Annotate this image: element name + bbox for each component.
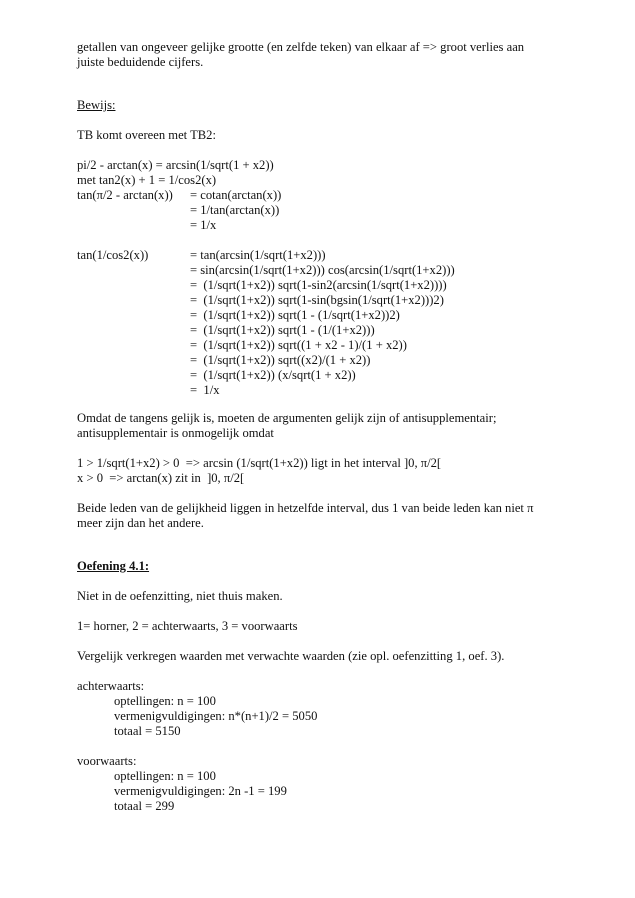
block2-rhs-line: = (1/sqrt(1+x2)) (x/sqrt(1 + x2)) [190, 368, 356, 382]
achterwaarts-item: optellingen: n = 100 [114, 694, 216, 708]
intro-line-1: getallen van ongeveer gelijke grootte (en zelfde teken) van elkaar af => groot verlies aan [77, 40, 525, 54]
omdat-line-1: Omdat de tangens gelijk is, moeten de argumenten gelijk zijn of antisupplementair; [77, 411, 497, 425]
block1-rhs-line: = 1/tan(arctan(x)) [190, 203, 280, 217]
beide-line-1: Beide leden van de gelijkheid liggen in hetzelfde interval, dus 1 van beide leden kan niet π [77, 501, 534, 515]
block1-lhs: tan(π/2 - arctan(x)) [77, 188, 173, 202]
block2-rhs-line: = (1/sqrt(1+x2)) sqrt((1 + x2 - 1)/(1 + x2)) [190, 338, 407, 352]
interval-line-2: x > 0 => arctan(x) zit in ]0, π/2[ [77, 471, 245, 485]
interval-line-1: 1 > 1/sqrt(1+x2) > 0 => arcsin (1/sqrt(1+x2)) ligt in het interval ]0, π/2[ [77, 456, 442, 470]
block2-rhs-line: = (1/sqrt(1+x2)) sqrt(1-sin(bgsin(1/sqrt(1+x2)))2) [190, 293, 444, 307]
block2-rhs-line: = (1/sqrt(1+x2)) sqrt((x2)/(1 + x2)) [190, 353, 371, 367]
block2-lhs: tan(1/cos2(x)) [77, 248, 149, 262]
voorwaarts-item: totaal = 299 [114, 799, 175, 813]
block2-rhs-line: = (1/sqrt(1+x2)) sqrt(1-sin2(arcsin(1/sqrt(1+x2)))) [190, 278, 447, 292]
block1-rhs-line: = cotan(arctan(x)) [190, 188, 282, 202]
voorwaarts-item: vermenigvuldigingen: 2n -1 = 199 [114, 784, 287, 798]
block2-rhs-line: = (1/sqrt(1+x2)) sqrt(1 - (1/sqrt(1+x2))2) [190, 308, 400, 322]
oefening-heading: Oefening 4.1: [77, 559, 150, 573]
tb-line: TB komt overeen met TB2: [77, 128, 216, 142]
block2-rhs-line: = sin(arcsin(1/sqrt(1+x2))) cos(arcsin(1/sqrt(1+x2))) [190, 263, 455, 277]
block2-rhs-line: = (1/sqrt(1+x2)) sqrt(1 - (1/(1+x2))) [190, 323, 375, 337]
omdat-line-2: antisupplementair is onmogelijk omdat [77, 426, 274, 440]
methods-line: 1= horner, 2 = achterwaarts, 3 = voorwaarts [77, 619, 298, 633]
achterwaarts-item: vermenigvuldigingen: n*(n+1)/2 = 5050 [114, 709, 318, 723]
vergelijk-line: Vergelijk verkregen waarden met verwachte waarden (zie opl. oefenzitting 1, oef. 3). [77, 649, 505, 663]
voorwaarts-item: optellingen: n = 100 [114, 769, 216, 783]
achterwaarts-label: achterwaarts: [77, 679, 145, 693]
formula-1: pi/2 - arctan(x) = arcsin(1/sqrt(1 + x2)) [77, 158, 274, 172]
intro-line-2: juiste beduidende cijfers. [77, 55, 204, 69]
bewijs-heading: Bewijs: [77, 98, 116, 112]
block2-rhs-line: = tan(arcsin(1/sqrt(1+x2))) [190, 248, 326, 262]
achterwaarts-item: totaal = 5150 [114, 724, 181, 738]
voorwaarts-label: voorwaarts: [77, 754, 137, 768]
niet-line: Niet in de oefenzitting, niet thuis maken. [77, 589, 283, 603]
beide-line-2: meer zijn dan het andere. [77, 516, 204, 530]
block2-rhs-line: = 1/x [190, 383, 220, 397]
formula-2: met tan2(x) + 1 = 1/cos2(x) [77, 173, 217, 187]
block1-rhs-line: = 1/x [190, 218, 217, 232]
